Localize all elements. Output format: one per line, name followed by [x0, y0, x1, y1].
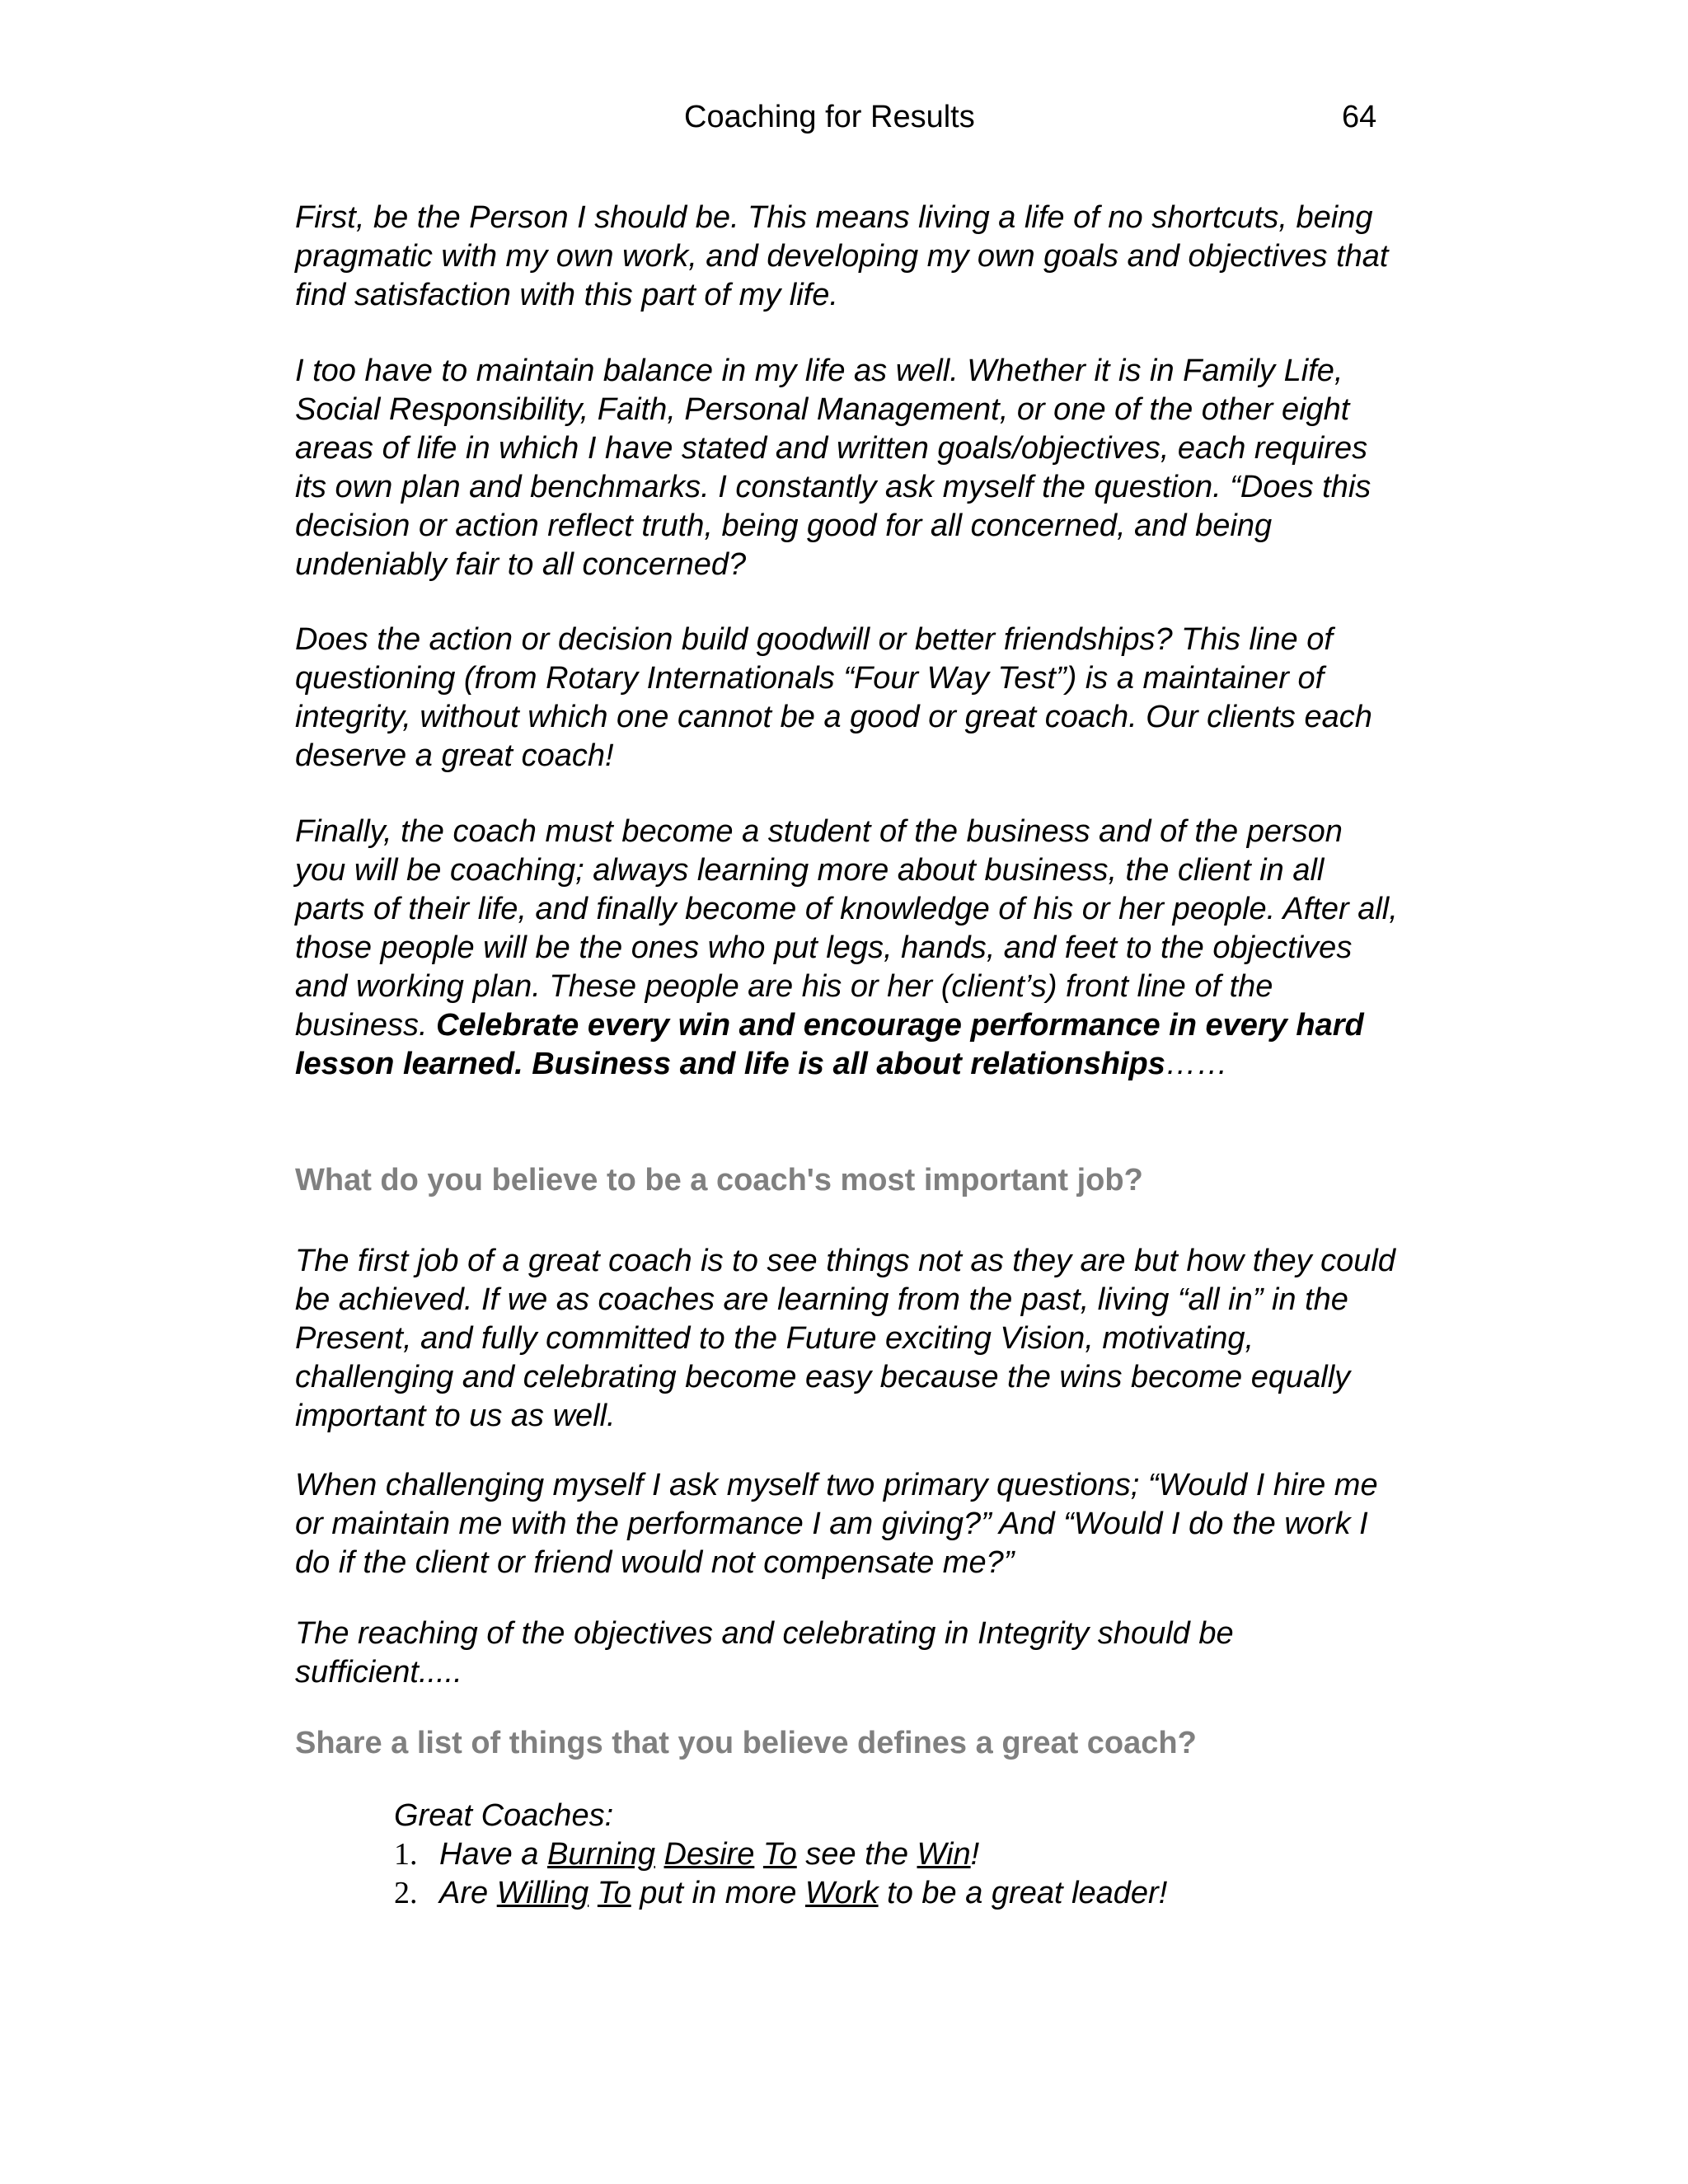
- list-item-text: Are: [439, 1876, 497, 1910]
- list-item-text: see the: [796, 1837, 917, 1872]
- list-item-text: [588, 1876, 598, 1910]
- list-item-underlined-word: Burning: [546, 1837, 655, 1872]
- paragraph-student-ellipsis: ……: [1165, 1047, 1228, 1081]
- list-item-text: Have a: [439, 1837, 547, 1872]
- list-item-text: [754, 1837, 763, 1872]
- list-item-underlined-word: Win: [917, 1837, 971, 1872]
- list-item-text: to be a great leader!: [878, 1876, 1168, 1910]
- list-item-number: 1.: [394, 1837, 418, 1872]
- list-item-underlined-word: To: [597, 1876, 631, 1910]
- paragraph-first-job: The first job of a great coach is to see things not as they are but how they could be achieved. If we as coaches are learning from the past, living “all in” in the Present, and fully committed to the Future exciting Vision, motivating, challenging and celebrating become easy because the wins become equally important to us as well.: [295, 1244, 1395, 1433]
- list-item-text: [655, 1837, 664, 1872]
- question-heading-most-important-job: What do you believe to be a coach's most important job?: [295, 1163, 1143, 1197]
- page-number: 64: [1342, 100, 1377, 134]
- running-header-title: Coaching for Results: [684, 100, 975, 134]
- paragraph-reaching-objectives: The reaching of the objectives and celebrating in Integrity should be sufficient.....: [295, 1616, 1234, 1690]
- list-item-text: put in more: [631, 1876, 805, 1910]
- paragraph-student-text: Finally, the coach must become a student of the business and of the person you will be coaching; always learning more about business, the client in all parts of their life, and finally become of knowledge of his or her people. After all, those people will be the ones who put legs, hands, and feet to the objectives and working plan. These people are his or her (client’s) front line of the business.: [295, 814, 1398, 1043]
- list-item-underlined-word: Work: [804, 1876, 879, 1910]
- paragraph-student-of-business: [295, 813, 1400, 1084]
- paragraph-maintain-balance: I too have to maintain balance in my life as well. Whether it is in Family Life, Social Responsibility, Faith, Personal Management, or one of the other eight areas of life in which I have stated and written goals/objectives, each requires its own plan and benchmarks. I constantly ask myself the question. “Does this decision or action reflect truth, being good for all concerned, and being undeniably fair to all concerned?: [295, 354, 1372, 582]
- paragraph-be-the-person: First, be the Person I should be. This means living a life of no shortcuts, being pragmatic with my own work, and developing my own goals and objectives that find satisfaction with this part of my life.: [295, 200, 1389, 312]
- list-item: [394, 1835, 1383, 1874]
- list-intro: Great Coaches:: [394, 1798, 614, 1833]
- paragraph-four-way-test: Does the action or decision build goodwill or better friendships? This line of questioning (from Rotary Internationals “Four Way Test”) is a maintainer of integrity, without which one cannot be a good or great coach. Our clients each deserve a great coach!: [295, 622, 1372, 773]
- paragraph-two-questions: When challenging myself I ask myself two primary questions; “Would I hire me or maintain me with the performance I am giving?” And “Would I do the work I do if the client or friend would not compensate me?”: [295, 1468, 1378, 1580]
- paragraph-student-bold-emphasis: Celebrate every win and encourage performance in every hard lesson learned. Business and life is all about relationships: [295, 1008, 1364, 1081]
- list-item: [394, 1874, 1383, 1913]
- list-item-number: 2.: [394, 1876, 418, 1910]
- great-coaches-list: [394, 1797, 1383, 1913]
- list-item-underlined-word: Desire: [663, 1837, 755, 1872]
- list-item-underlined-word: To: [762, 1837, 797, 1872]
- question-heading-great-coach-list: Share a list of things that you believe defines a great coach?: [295, 1726, 1197, 1760]
- list-item-text: !: [970, 1837, 980, 1872]
- list-item-underlined-word: Willing: [496, 1876, 589, 1910]
